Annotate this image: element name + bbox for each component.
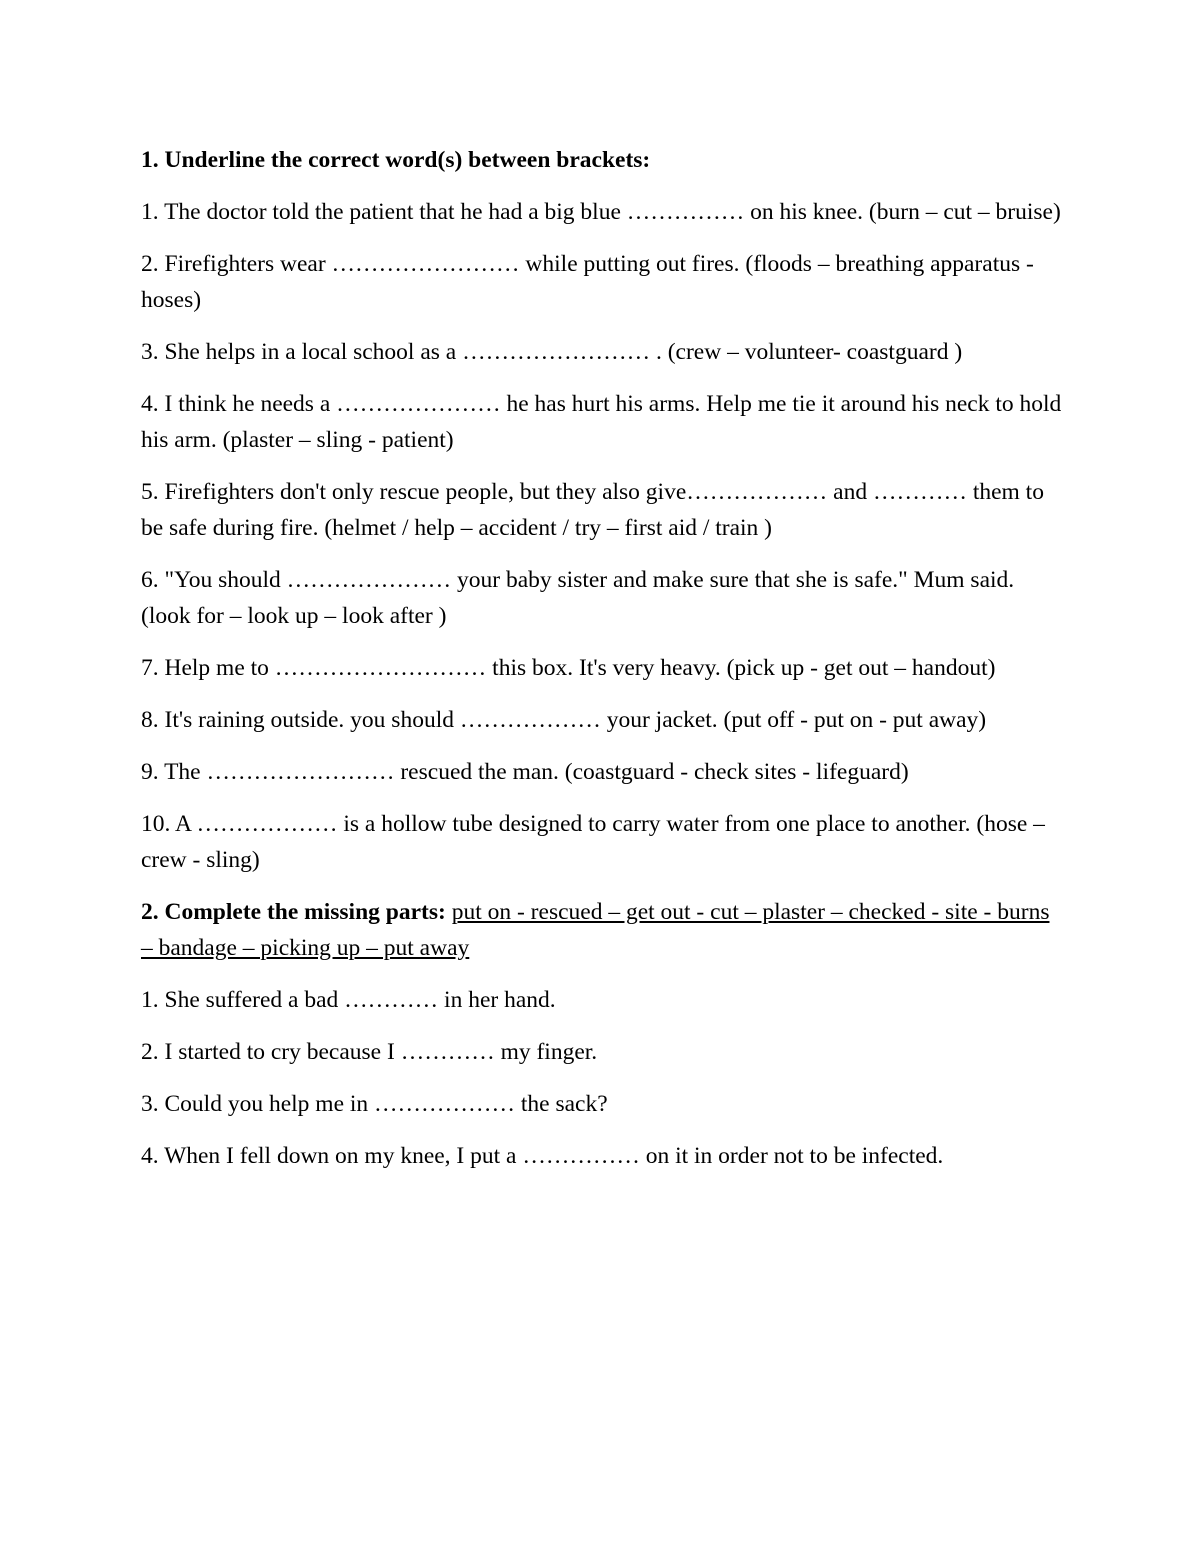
section2-item-4: 4. When I fell down on my knee, I put a …………… on it in order not to be infected. — [141, 1143, 944, 1169]
section1-item-3: 3. She helps in a local school as a …………………… . (crew – volunteer- coastguard ) — [141, 339, 963, 365]
section1-item-6: 6. "You should ………………… your baby sister and make sure that she is safe." Mum said. (look for – look up – look after ) — [141, 567, 1015, 629]
section1-item-4: 4. I think he needs a ………………… he has hurt his arms. Help me tie it around his neck to hold his arm. (plaster – sling - patient) — [141, 391, 1062, 453]
section2-heading: 2. Complete the missing parts: — [141, 899, 446, 925]
section2-item-3: 3. Could you help me in ……………… the sack? — [141, 1091, 608, 1117]
section1-item-1: 1. The doctor told the patient that he had a big blue …………… on his knee. (burn – cut – bruise) — [141, 199, 1061, 225]
section2-item-2: 2. I started to cry because I ………… my finger. — [141, 1039, 598, 1065]
section2-word-bank: put on - rescued – get out - cut – plaster – checked - site - burns – bandage – picking up – put away — [141, 899, 1050, 961]
section1-item-9: 9. The …………………… rescued the man. (coastguard - check sites - lifeguard) — [141, 759, 909, 785]
section1-heading: 1. Underline the correct word(s) between brackets: — [141, 147, 651, 173]
section1-item-8: 8. It's raining outside. you should ……………… your jacket. (put off - put on - put away) — [141, 707, 987, 733]
section1-item-10: 10. A ……………… is a hollow tube designed to carry water from one place to another. (hose – crew - sling) — [141, 811, 1045, 873]
section2-header — [141, 894, 1063, 966]
section1-item-2: 2. Firefighters wear …………………… while putting out fires. (floods – breathing apparatus - hoses) — [141, 251, 1034, 313]
worksheet-page — [141, 142, 1063, 1190]
section1-item-5: 5. Firefighters don't only rescue people, but they also give……………… and ………… them to be safe during fire. (helmet / help – accident / try – first aid / train ) — [141, 479, 1044, 541]
section1-item-7: 7. Help me to ……………………… this box. It's very heavy. (pick up - get out – handout) — [141, 655, 996, 681]
section2-item-1: 1. She suffered a bad ………… in her hand. — [141, 987, 556, 1013]
